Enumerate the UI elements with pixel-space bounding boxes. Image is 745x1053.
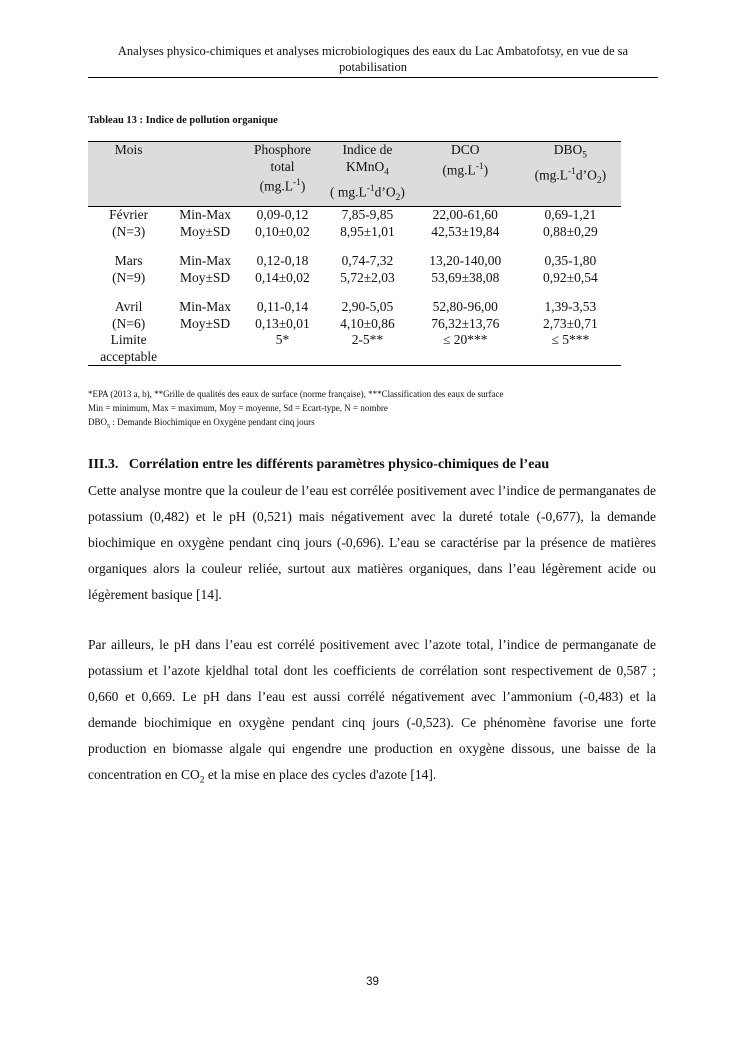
phosphore-cell: 0,09-0,12 [256,207,309,223]
dbo5-cell: 0,88±0,29 [543,223,598,239]
dbo5-cell: 0,69-1,21 [544,207,597,223]
dbo5-cell: 0,92±0,54 [543,269,598,285]
phosphore-cell: 0,11-0,14 [256,299,309,315]
dco-cell: 52,80-96,00 [432,299,498,315]
paragraph-1: Cette analyse montre que la couleur de l’eau est corrélée positivement avec l’indice de permanganates de potassium (0,482) et le pH (0,521) mais négativement avec la dureté totale (-0,677), la demande biochimique en oxygène pendant cinq jours (-0,696). L’eau se caractérise par la présence de matières organiques alors la couleur reliée, surtout aux matières organiques, dans l’eau légèrement acide ou légèrement basique [14]. [88,483,656,602]
month-label: Février [109,207,149,223]
dbo5-cell: 0,35-1,80 [544,253,597,269]
table-header [88,142,621,207]
kmno4-cell: 2,90-5,05 [341,299,394,315]
table-row [88,224,621,241]
dbo5-cell: 2,73±0,71 [543,315,598,331]
limit-kmno4: 2-5** [324,332,411,366]
table-caption: Tableau 13 : Indice de pollution organique [88,115,278,126]
stat-label: Min-Max [179,299,231,315]
table-row [88,270,621,287]
paragraph-2: Par ailleurs, le pH dans l’eau est corrélé positivement avec l’azote total, l’indice de permanganate de potassium et l’azote kjeldhal total dont les coefficients de corrélation sont respectivement de 0,587 ; 0,660 et 0,669. Le pH dans l’eau est aussi corrélé négativement avec l’ammonium (-0,483) et la demande biochimique en oxygène pendant cinq jours (-0,523). Ce phénomène favorise une forte production en biomasse algale qui engendre une production en oxygène dissous, une baisse de la concentration en $CO_2$ et la mise en place des cycles d'azote [14]. [88,637,656,786]
month-label: Mars [114,253,143,269]
header-rule [88,77,658,78]
table-header-row [88,142,621,207]
dco-cell: 53,69±38,08 [431,269,500,285]
dco-cell: 76,32±13,76 [431,315,500,331]
kmno4-cell: 7,85-9,85 [341,207,394,223]
phosphore-cell: 0,12-0,18 [256,253,309,269]
stat-label: Moy±SD [179,315,231,331]
limit-phosphore: 5* [241,332,324,366]
kmno4-cell: 4,10±0,86 [340,315,395,331]
organic-pollution-table [88,141,621,366]
dco-cell: 42,53±19,84 [431,223,500,239]
dbo5-cell: 1,39-3,53 [544,299,597,315]
table-note-abbreviations: Min = minimum, Max = maximum, Moy = moyenne, Sd = Ecart-type, N = nombre [88,403,388,413]
table-row [88,299,621,316]
stat-label: Moy±SD [179,269,231,285]
header-stat [169,142,240,207]
stat-label: Min-Max [179,253,231,269]
table-row [88,207,621,224]
dco-cell: 13,20-140,00 [429,253,502,269]
kmno4-cell: 8,95±1,01 [340,223,395,239]
page-number: 39 [366,976,379,988]
limit-dco: ≤ 20*** [411,332,520,366]
limit-row [88,332,621,366]
limit-label: Limite acceptable [88,332,169,366]
group-mars [88,253,621,299]
table-row [88,316,621,333]
header-dbo5: $DBO_5$ $(mg.L^{-1}d’O_2)$ [534,142,607,187]
row-spacer [88,240,621,253]
header-mois: Mois [114,142,143,157]
header-kmno4: Indice de KMnO$_4$ ( $mg.L^{-1}d’O_2$) [330,142,405,203]
header-dco: DCO $(mg.L^{-1})$ [442,142,489,177]
limit-group [88,332,621,366]
section-heading [88,457,549,473]
row-spacer [88,286,621,299]
phosphore-cell: 0,14±0,02 [255,269,310,285]
group-avril [88,299,621,332]
table-note-dbo5: $DBO_5$ : Demande Biochimique en Oxygène pendant cinq jours [88,417,315,430]
stat-label: Min-Max [179,207,231,223]
sample-count: (N=6) [112,315,146,331]
stat-label: Moy±SD [179,223,231,239]
limit-dbo5: ≤ 5*** [520,332,621,366]
phosphore-cell: 0,10±0,02 [255,223,310,239]
table-row [88,253,621,270]
header-phosphore: Phosphore total $(mg.L^{-1})$ [253,142,311,194]
section-title: Corrélation entre les différents paramètres physico-chimiques de l’eau [128,457,550,472]
kmno4-cell: 5,72±2,03 [340,269,395,285]
month-label: Avril [114,299,143,315]
section-number: III.3. [88,457,119,472]
dco-cell: 22,00-61,60 [432,207,498,223]
sample-count: (N=9) [112,269,146,285]
phosphore-cell: 0,13±0,01 [255,315,310,331]
group-fevrier [88,207,621,254]
table-note-sources: *EPA (2013 a, b), **Grille de qualités des eaux de surface (norme française), ***Classification des eaux de surface [88,389,504,399]
sample-count: (N=3) [112,223,146,239]
kmno4-cell: 0,74-7,32 [341,253,394,269]
limit-stat [169,332,240,366]
running-header: Analyses physico-chimiques et analyses microbiologiques des eaux du Lac Ambatofotsy, en vue de sa potabilisation [117,44,629,74]
